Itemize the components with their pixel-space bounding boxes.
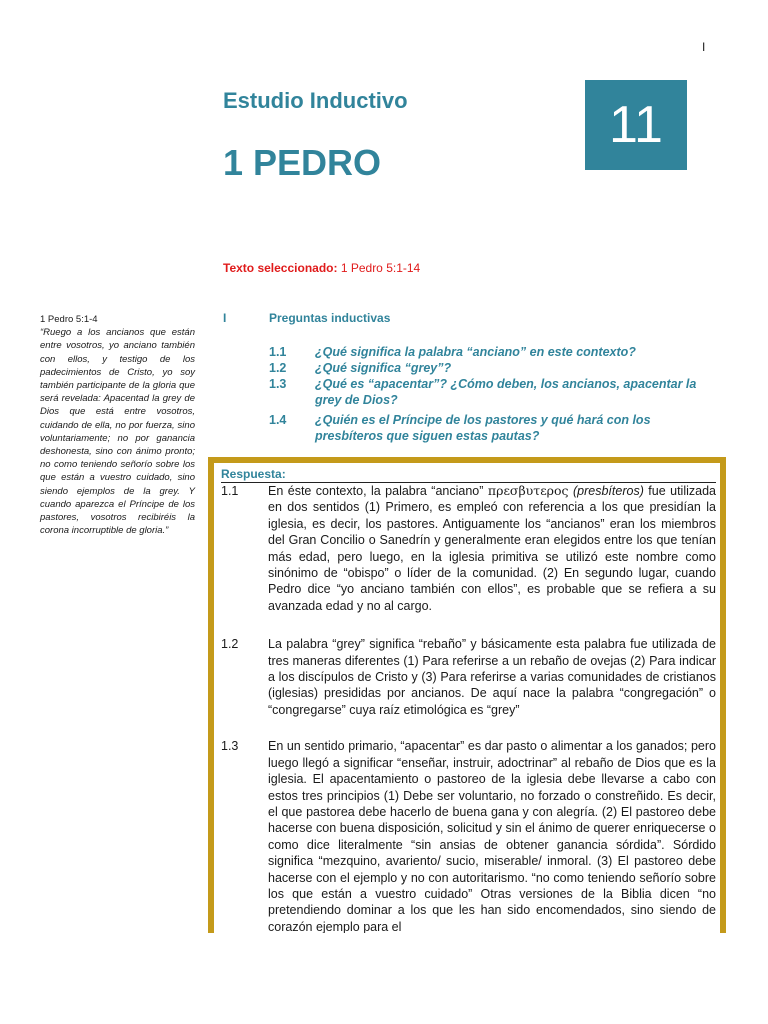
greek-term: πρεσβυτερος <box>487 483 569 498</box>
answer-number: 1.3 <box>221 739 239 754</box>
sidebar-reference: 1 Pedro 5:1-4 <box>40 314 98 325</box>
answer-item <box>221 636 716 718</box>
question-number: 1.4 <box>269 413 287 427</box>
document-title: 1 PEDRO <box>223 142 382 183</box>
question-number: 1.1 <box>269 345 287 359</box>
answer-text: La palabra “grey” significa “rebaño” y básicamente esta palabra fue utilizada de tres maneras diferentes (1) Para referirse a un rebaño de ovejas (2) Para indicar a los discípulos de Cristo y (3) Para referirse a varias comunidades de cristianos (iglesias) presididas por ancianos. De aquí nace la palabra “congregación” o “congregarse” cuya raíz etimológica es “grey” <box>268 637 716 717</box>
question-item <box>269 344 709 360</box>
question-text: ¿Quién es el Príncipe de los pastores y qué hará con los presbíteros que siguen estas pautas? <box>315 413 651 443</box>
sidebar-quote: “Ruego a los ancianos que están entre vosotros, yo anciano también con ellos, y testigo de los padecimientos de Cristo, yo soy también participante de la gloria que será revelada: Apacentad la grey de Dios que está entre vosotros, cuidando de ella, no por fuerza, sino voluntariamente; no por ganancia deshonesta, sino con ánimo pronto; no como teniendo señorío sobre los que están a vuestro cuidado, sino siendo ejemplos de la grey. Y cuando aparezca el Príncipe de los pastores, vosotros recibiréis la corona incorruptible de gloria.” <box>40 327 195 537</box>
document-subtitle: Estudio Inductivo <box>223 88 408 113</box>
question-item <box>269 376 709 408</box>
answer-text-rest: fue utilizada en dos sentidos (1) Primero, es empleó con referencia a los que presidían la iglesia, es decir, los pastores. Antiguamente los “ancianos” eran los miembros del Gran Concilio o Sanedrín y generalmente eran elegidos entre los que tenían más edad, pero luego, en la iglesia primitiva se utilizó este nombre como sinónimo de “obispo” o líder de la comunidad. (2) En segundo lugar, cuando Pedro dice “yo anciano también con ellos”, es probable que se refiera a su avanzada edad y no al cargo. <box>268 484 716 613</box>
question-number: 1.3 <box>269 377 287 391</box>
page-number: I <box>702 40 706 54</box>
answer-text-intro: En éste contexto, la palabra “anciano” <box>268 484 488 498</box>
question-text: ¿Qué significa “grey”? <box>315 361 452 375</box>
section-number: I <box>223 311 227 325</box>
answer-item <box>221 482 716 614</box>
selected-text-line <box>223 261 420 275</box>
question-item <box>269 412 709 444</box>
chapter-number-badge: 11 <box>585 80 687 170</box>
selected-text-label: Texto seleccionado: <box>223 261 338 275</box>
selected-text-value: 1 Pedro 5:1-14 <box>340 261 421 275</box>
answer-title: Respuesta: <box>221 467 286 481</box>
answer-box <box>208 457 726 933</box>
question-text: ¿Qué significa la palabra “anciano” en este contexto? <box>315 345 636 359</box>
section-title: Preguntas inductivas <box>269 311 391 325</box>
answer-number: 1.1 <box>221 484 239 498</box>
question-number: 1.2 <box>269 361 287 375</box>
question-item <box>269 360 709 376</box>
answer-text: En un sentido primario, “apacentar” es dar pasto o alimentar a los ganados; pero luego llegó a significar “enseñar, instruir, adoctrinar” al rebaño de Dios que es la iglesia. El apacentamiento o pastoreo de la iglesia debe llevarse a cabo con estos tres principios (1) Debe ser voluntario, no forzado o constreñido. Es decir, el que pastorea debe hacerlo de buena gana y con alegría. (2) El pastoreo debe hacerse con buena disposición, solicitud y sin el ánimo de querer enriquecerse o como dice literalmente “sin ansias de obtener ganancia sórdida”. Sórdido significa “mezquino, avariento/ sucio, miserable/ inmoral. (3) El pastoreo debe hacerse con el ejemplo y no con autoritarismo. “no como teniendo señorío sobre los que están a vuestro cuidado” Otras versiones de la Biblia dicen “no pretendiendo dominar a los que les han sido encomendados, sino siendo de corazón ejemplo para el <box>268 739 716 933</box>
question-list <box>269 344 709 444</box>
answer-item <box>221 738 716 933</box>
question-text: ¿Qué es “apacentar”? ¿Cómo deben, los ancianos, apacentar la grey de Dios? <box>315 377 697 407</box>
answer-number: 1.2 <box>221 637 239 652</box>
sidebar-passage <box>40 313 195 537</box>
transliteration: (presbíteros) <box>573 484 644 498</box>
answer-text <box>268 483 716 614</box>
